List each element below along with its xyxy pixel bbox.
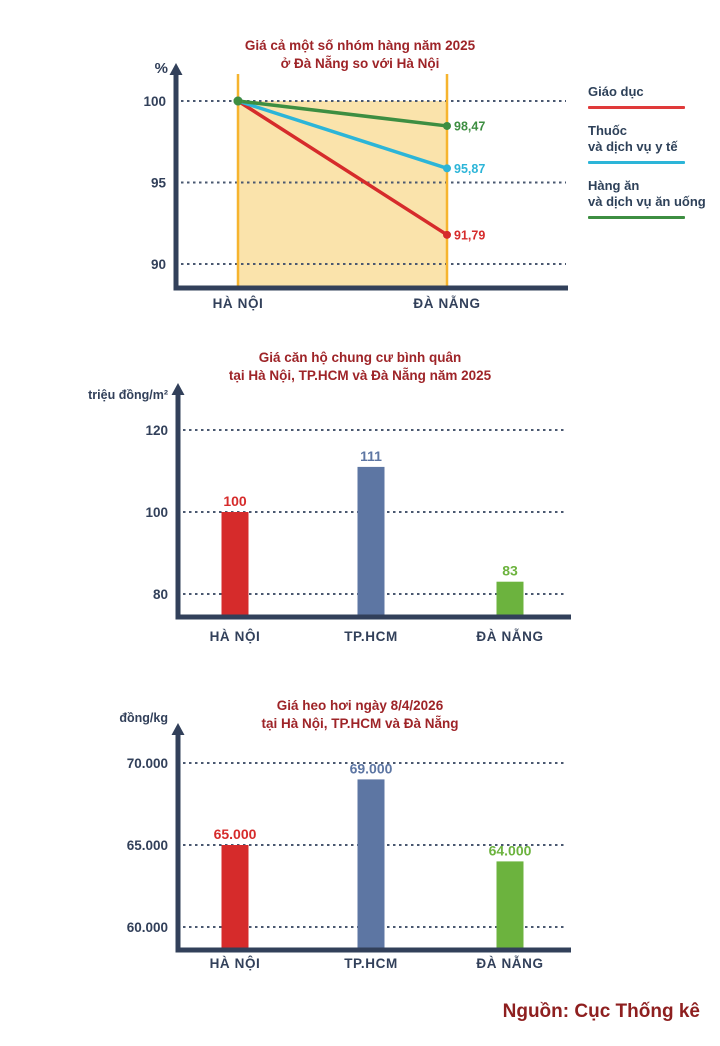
- series-end-dot-hang-an-va-dich-vu-an-uong: [443, 122, 451, 130]
- legend-underline-0: [588, 106, 685, 109]
- x-category-label: TP.HCM: [344, 956, 398, 971]
- y-tick-label: 100: [145, 504, 168, 520]
- highlight-band: [238, 101, 447, 286]
- chart3-title-line1: Giá heo hơi ngày 8/4/2026: [276, 698, 444, 713]
- bar-value-label-tp-hcm: 69.000: [349, 760, 393, 777]
- chart1-title-line1: Giá cả một số nhóm hàng năm 2025: [244, 38, 476, 53]
- series-end-dot-thuoc-va-dich-vu-y-te: [443, 164, 451, 172]
- x-category-label: ĐÀ NẴNG: [413, 296, 481, 311]
- y-tick-label: 120: [145, 422, 168, 438]
- x-category-label: HÀ NỘI: [212, 296, 264, 311]
- y-tick-label: 60.000: [126, 919, 168, 935]
- series-start-dot-hang-an-va-dich-vu-an-uong: [234, 97, 243, 106]
- x-category-label: HÀ NỘI: [209, 956, 261, 971]
- bar-value-label-da-nang: 83: [502, 562, 518, 579]
- chart1-legend: [588, 84, 720, 233]
- chart3-y-axis-unit: đồng/kg: [119, 711, 168, 725]
- legend-label: Hàng ăn: [588, 177, 640, 193]
- bar-da-nang: [497, 582, 524, 615]
- y-tick-label: 65.000: [126, 837, 168, 853]
- chart2-title: [0, 349, 720, 384]
- y-tick-label: 95: [150, 175, 166, 191]
- legend-underline-1: [588, 161, 685, 164]
- chart2-title-line1: Giá căn hộ chung cư bình quân: [258, 350, 462, 365]
- chart1-title-line2: ở Đà Nẵng so với Hà Nội: [280, 55, 440, 71]
- x-category-label: ĐÀ NẴNG: [476, 629, 544, 644]
- y-tick-label: 100: [143, 93, 166, 109]
- series-end-dot-giao-duc: [443, 231, 451, 239]
- chart1-y-axis-unit: %: [154, 60, 168, 77]
- chart2-title-line2: tại Hà Nội, TP.HCM và Đà Nẵng năm 2025: [228, 367, 492, 383]
- legend-item-giao-duc: [588, 84, 720, 109]
- chart1-title: [0, 37, 720, 72]
- legend-label: và dịch vụ y tế: [588, 139, 678, 154]
- x-category-label: TP.HCM: [344, 629, 398, 644]
- bar-value-label-da-nang: 64.000: [488, 842, 532, 859]
- bar-tp-hcm: [358, 779, 385, 948]
- legend-label: và dịch vụ ăn uống: [588, 194, 706, 209]
- y-tick-label: 80: [152, 586, 168, 602]
- x-category-label: ĐÀ NẴNG: [476, 956, 544, 971]
- legend-label: Giáo dục: [588, 84, 644, 99]
- legend-item-thuoc-y-te: [588, 123, 720, 164]
- bar-ha-noi: [222, 845, 249, 948]
- bar-ha-noi: [222, 512, 249, 615]
- y-tick-label: 70.000: [126, 755, 168, 771]
- legend-underline-2: [588, 216, 685, 219]
- bar-value-label-ha-noi: 100: [223, 493, 247, 509]
- legend-item-hang-an: [588, 178, 720, 219]
- series-value-label-thuoc-va-dich-vu-y-te: 95,87: [454, 161, 486, 176]
- series-value-label-giao-duc: 91,79: [454, 228, 486, 243]
- x-category-label: HÀ NỘI: [209, 629, 261, 644]
- y-tick-label: 90: [150, 256, 166, 272]
- source-note: Nguồn: Cục Thống kê: [502, 1001, 700, 1022]
- chart2-y-axis-unit: triệu đồng/m²: [88, 388, 168, 402]
- bar-value-label-ha-noi: 65.000: [213, 826, 257, 842]
- bar-tp-hcm: [358, 467, 385, 615]
- legend-label: Thuốc: [588, 122, 627, 138]
- bar-value-label-tp-hcm: 111: [360, 447, 382, 464]
- bar-da-nang: [497, 861, 524, 948]
- chart3-title-line2: tại Hà Nội, TP.HCM và Đà Nẵng: [261, 715, 459, 731]
- series-value-label-hang-an-va-dich-vu-an-uong: 98,47: [454, 119, 486, 134]
